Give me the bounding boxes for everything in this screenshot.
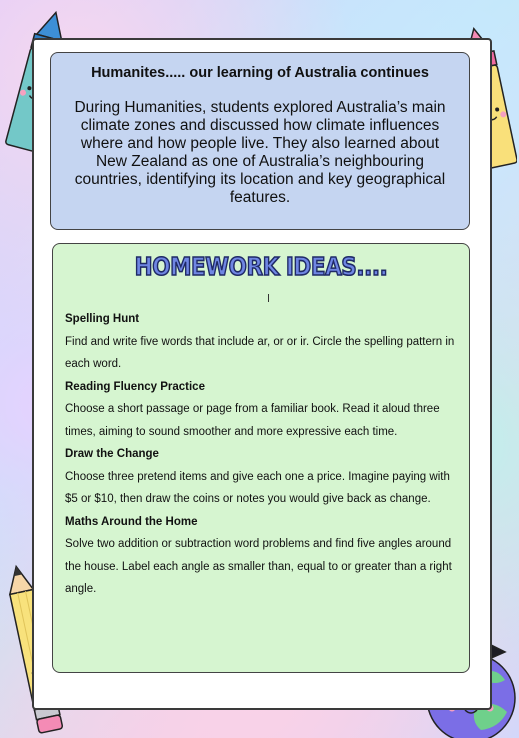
homework-item	[65, 308, 461, 376]
intro-panel	[50, 52, 470, 230]
homework-item-text: Find and write five words that include ar, or or ir. Circle the spelling pattern in each word.	[65, 335, 455, 370]
homework-item	[65, 376, 461, 444]
homework-item-heading: Reading Fluency Practice	[65, 380, 205, 393]
homework-item-heading: Maths Around the Home	[65, 515, 198, 528]
intro-body: During Humanities, students explored Australia’s main climate zones and discussed how climate influences where and how people live. They also learned about New Zealand as one of Australia’s neighbouring countries, identifying its location and key geographical features.	[74, 99, 446, 206]
homework-list	[65, 308, 461, 601]
intro-title: Humanites..... our learning of Australia continues	[91, 65, 429, 81]
homework-item-text: Solve two addition or subtraction word problems and find five angles around the house. Label each angle as smaller than, equal to or greater than a right angle.	[65, 538, 452, 595]
homework-title: HOMEWORK IDEAS....	[134, 252, 388, 281]
homework-item-text: Choose a short passage or page from a familiar book. Read it aloud three times, aiming to sound smoother and more expressive each time.	[65, 403, 440, 438]
homework-item	[65, 443, 461, 511]
homework-item-heading: Spelling Hunt	[65, 313, 140, 325]
homework-item-heading: Draw the Change	[65, 448, 159, 460]
homework-item	[65, 511, 461, 601]
homework-panel	[52, 243, 470, 673]
homework-item-text: Choose three pretend items and give each one a price. Imagine paying with $5 or $10, then draw the coins or notes you would give back as change.	[65, 470, 450, 505]
text-cursor	[268, 294, 269, 302]
